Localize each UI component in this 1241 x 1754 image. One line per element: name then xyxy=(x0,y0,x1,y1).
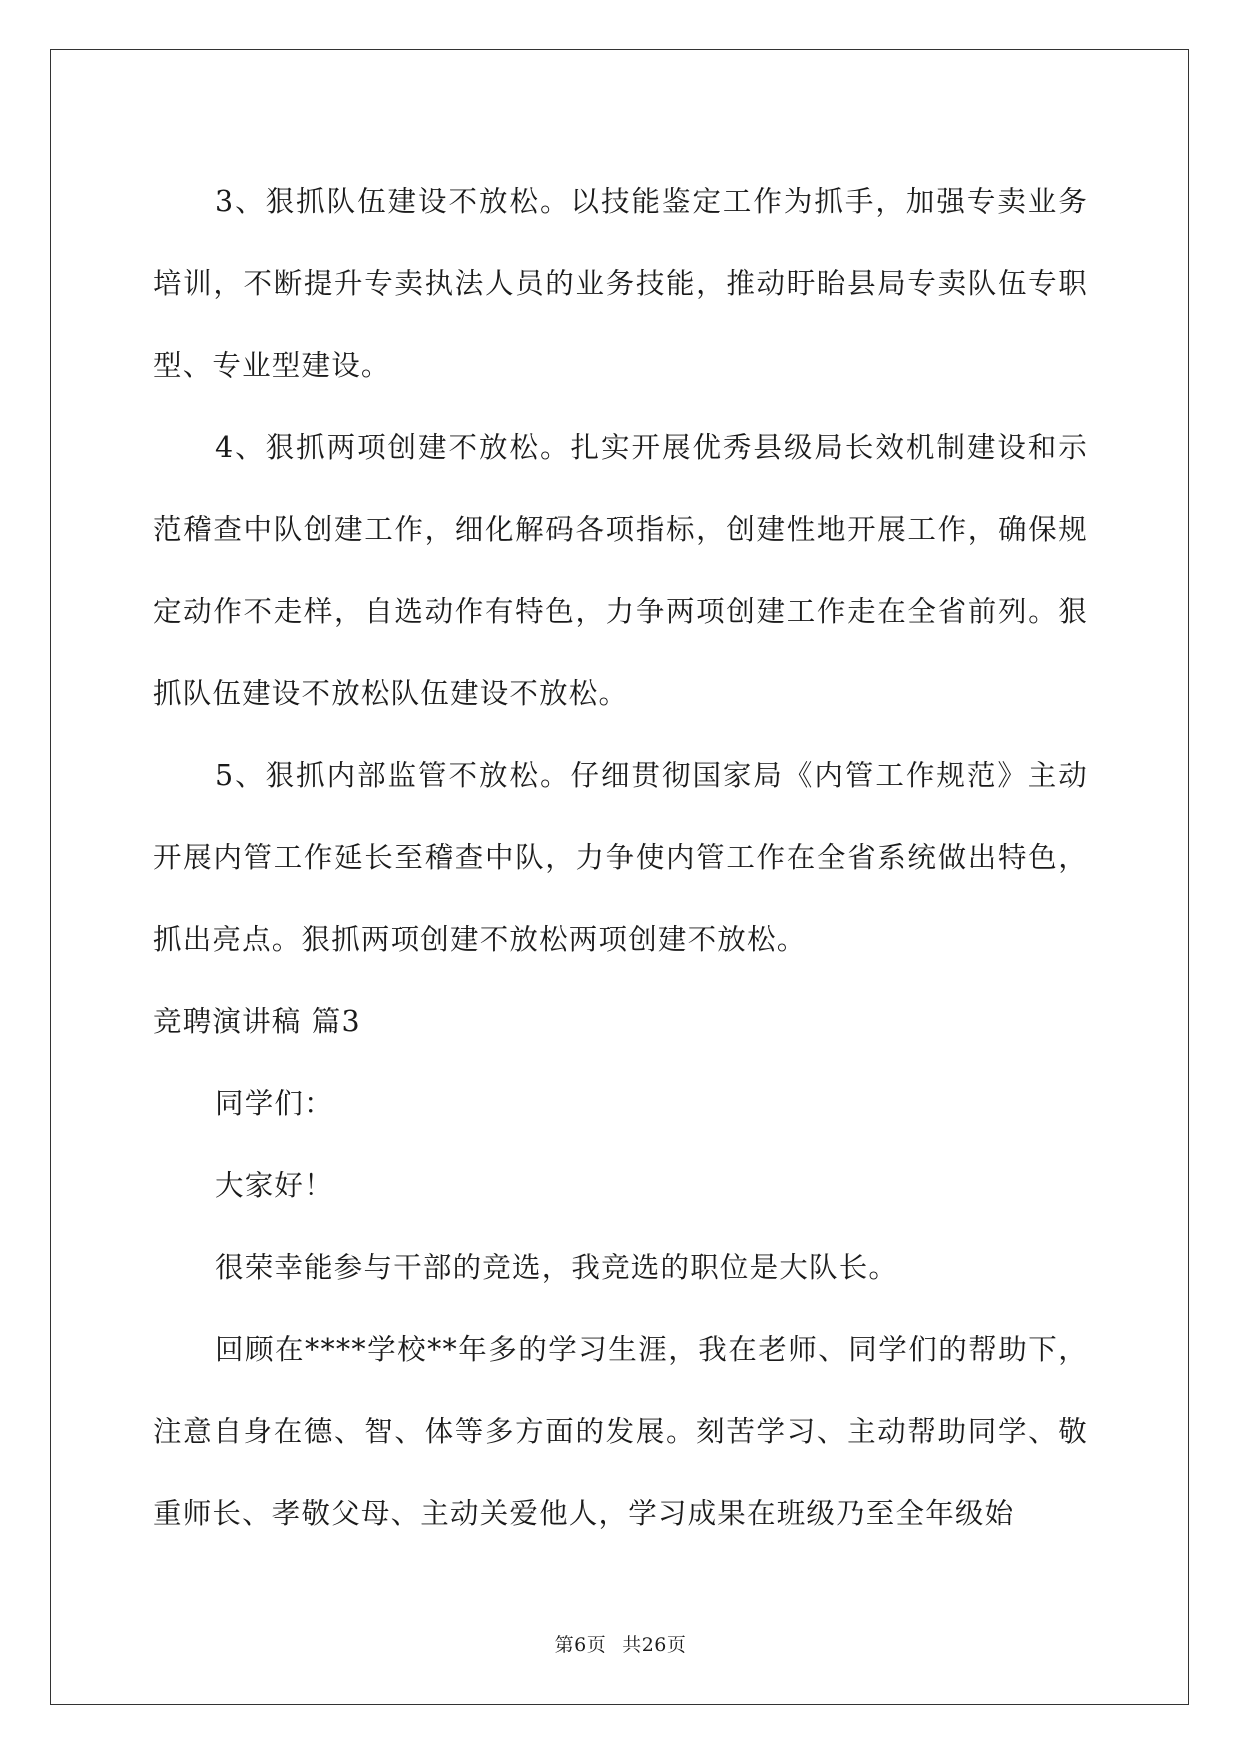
greeting: 大家好！ xyxy=(215,1169,334,1202)
paragraph-intro: 很荣幸能参与干部的竞选，我竞选的职位是大队长。 xyxy=(215,1251,899,1284)
paragraph-item-3: 3、狠抓队伍建设不放松。以技能鉴定工作为抓手，加强专卖业务培训，不断提升专卖执法人员的业务技能，推动盱眙县局专卖队伍专职型、专业型建设。 xyxy=(153,185,1088,382)
page-number: 第6页 xyxy=(554,1634,607,1656)
section-heading: 竞聘演讲稿 篇3 xyxy=(153,1005,361,1038)
page-footer xyxy=(0,1630,1241,1657)
salutation: 同学们： xyxy=(215,1087,334,1120)
page-total: 共26页 xyxy=(622,1634,687,1656)
paragraph-item-5: 5、狠抓内部监管不放松。仔细贯彻国家局《内管工作规范》主动开展内管工作延长至稽查中队，力争使内管工作在全省系统做出特色，抓出亮点。狠抓两项创建不放松两项创建不放松。 xyxy=(153,759,1088,956)
document-body xyxy=(153,161,1088,1555)
paragraph-review: 回顾在****学校**年多的学习生涯，我在老师、同学们的帮助下，注意自身在德、智、体等多方面的发展。刻苦学习、主动帮助同学、敬重师长、孝敬父母、主动关爱他人，学习成果在班级乃至全年级始 xyxy=(153,1333,1088,1530)
paragraph-item-4: 4、狠抓两项创建不放松。扎实开展优秀县级局长效机制建设和示范稽查中队创建工作，细化解码各项指标，创建性地开展工作，确保规定动作不走样，自选动作有特色，力争两项创建工作走在全省前列。狠抓队伍建设不放松队伍建设不放松。 xyxy=(153,431,1088,710)
